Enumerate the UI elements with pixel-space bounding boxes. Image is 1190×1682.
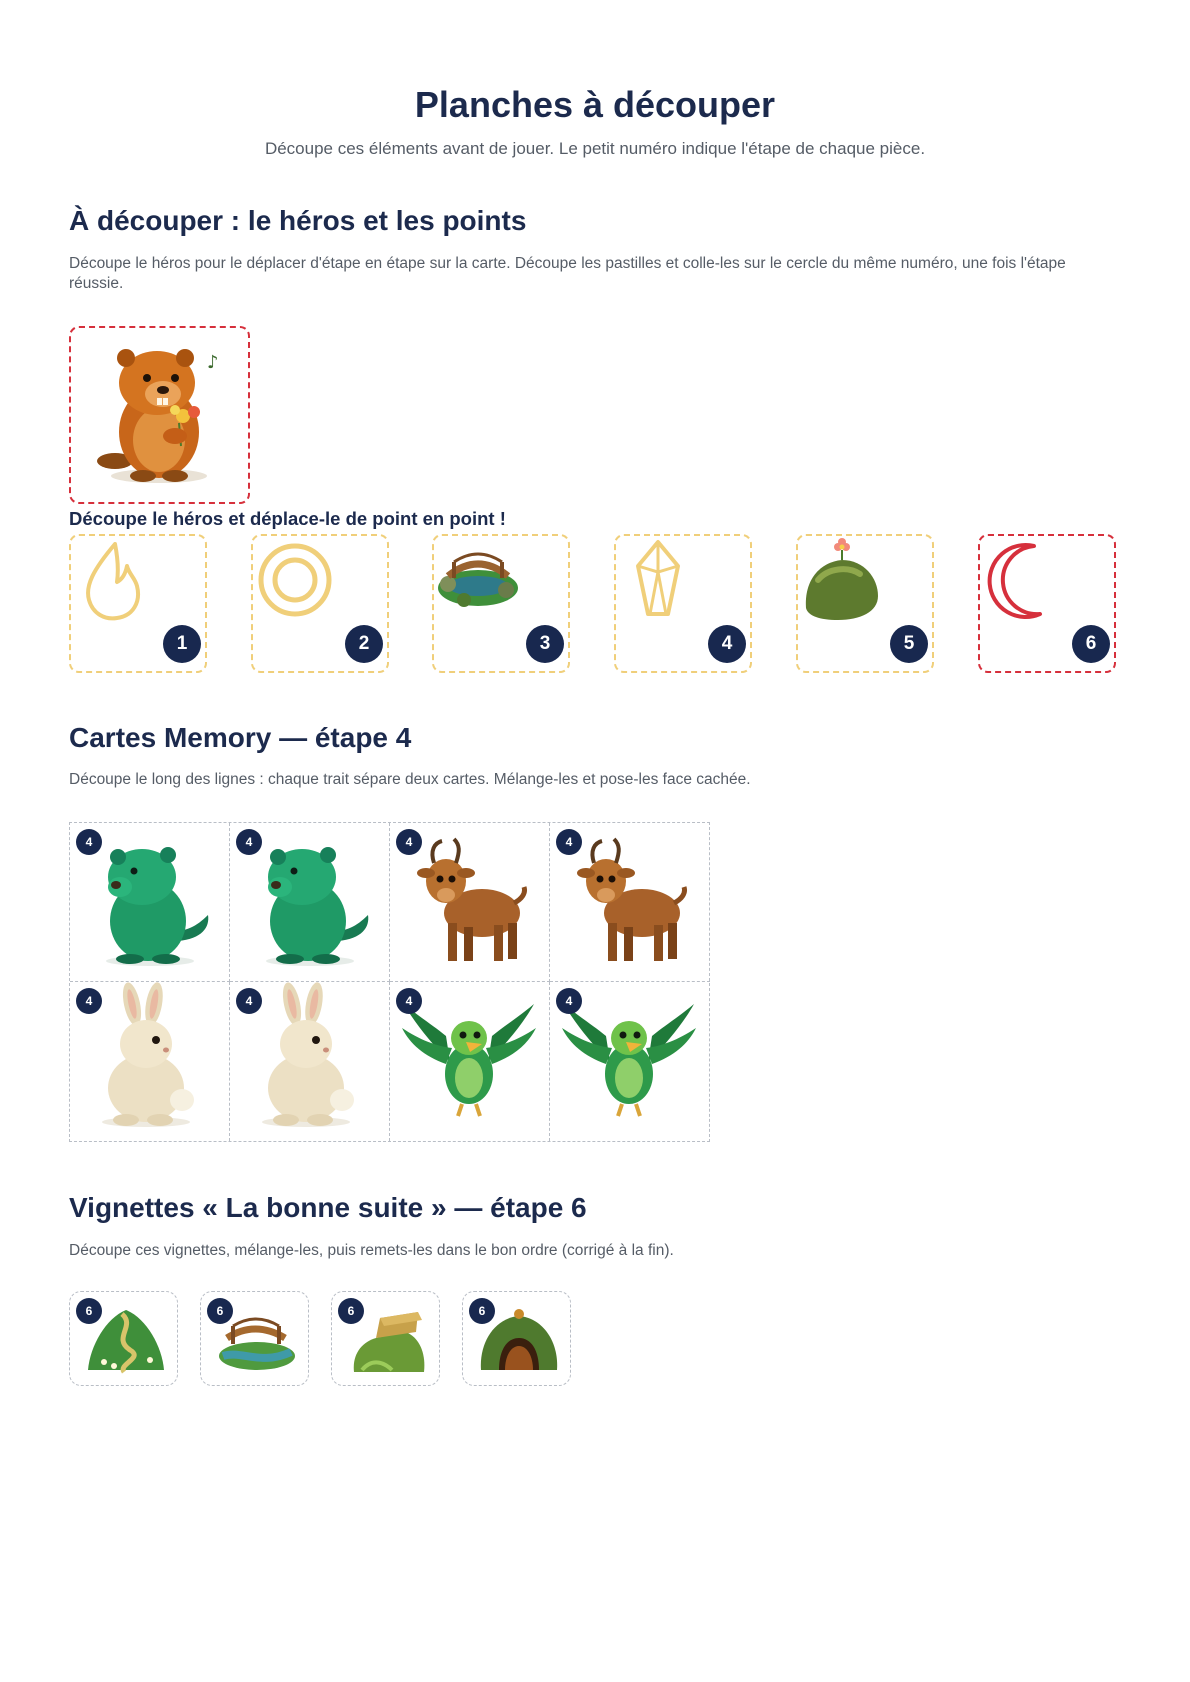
token-number-badge: 3 xyxy=(526,625,564,663)
hero-cutout[interactable] xyxy=(69,326,250,504)
token-card-4[interactable] xyxy=(614,534,752,673)
page-title: Planches à découper xyxy=(414,84,776,125)
step-badge: 4 xyxy=(556,988,582,1014)
sequence-section-heading: Vignettes « La bonne suite » — étape 6 xyxy=(69,1192,587,1223)
sequence-section-description: Découpe ces vignettes, mélange-les, puis remets-les dans le bon ordre (corrigé à la fin). xyxy=(69,1242,674,1259)
token-card-1[interactable] xyxy=(69,534,207,673)
hero-caption: Découpe le héros et déplace-le de point en point ! xyxy=(69,508,506,529)
step-badge: 4 xyxy=(236,988,262,1014)
memory-section-description: Découpe le long des lignes : chaque trait sépare deux cartes. Mélange-les et pose-les face cachée. xyxy=(69,771,751,788)
memory-card[interactable] xyxy=(70,982,230,1141)
token-card-5[interactable] xyxy=(796,534,934,673)
hero-section-description: Découpe le héros pour le déplacer d'étape en étape sur la carte. Découpe les pastilles et colle-les sur le cercle du même numéro, une fois l'étape réussie. xyxy=(69,255,1066,292)
sequence-vignette[interactable] xyxy=(331,1291,440,1386)
memory-card-grid xyxy=(69,822,710,1142)
beaver-hero-icon xyxy=(71,328,247,501)
step-badge: 4 xyxy=(396,829,422,855)
page-subtitle: Découpe ces éléments avant de jouer. Le petit numéro indique l'étape de chaque pièce. xyxy=(264,139,926,158)
memory-card[interactable] xyxy=(550,982,710,1141)
token-number-badge: 2 xyxy=(345,625,383,663)
step-badge: 6 xyxy=(469,1298,495,1324)
token-card-3[interactable] xyxy=(432,534,570,673)
sequence-vignette[interactable] xyxy=(69,1291,178,1386)
sequence-vignette[interactable] xyxy=(200,1291,309,1386)
token-card-6[interactable] xyxy=(978,534,1116,673)
step-badge: 4 xyxy=(556,829,582,855)
token-card-2[interactable] xyxy=(251,534,389,673)
token-number-badge: 4 xyxy=(708,625,746,663)
hero-section-heading: À découper : le héros et les points xyxy=(69,205,527,236)
memory-card[interactable] xyxy=(230,823,390,982)
memory-section-heading: Cartes Memory — étape 4 xyxy=(69,722,412,753)
step-badge: 4 xyxy=(396,988,422,1014)
step-badge: 4 xyxy=(76,829,102,855)
memory-card[interactable] xyxy=(390,823,550,982)
token-number-badge: 6 xyxy=(1072,625,1110,663)
sequence-vignette[interactable] xyxy=(462,1291,571,1386)
step-badge: 6 xyxy=(207,1298,233,1324)
step-badge: 4 xyxy=(76,988,102,1014)
memory-card[interactable] xyxy=(230,982,390,1141)
step-badge: 6 xyxy=(76,1298,102,1324)
memory-card[interactable] xyxy=(390,982,550,1141)
token-number-badge: 5 xyxy=(890,625,928,663)
step-badge: 6 xyxy=(338,1298,364,1324)
memory-card[interactable] xyxy=(70,823,230,982)
svg-text:♪: ♪ xyxy=(207,352,219,373)
token-number-badge: 1 xyxy=(163,625,201,663)
memory-card[interactable] xyxy=(550,823,710,982)
step-badge: 4 xyxy=(236,829,262,855)
